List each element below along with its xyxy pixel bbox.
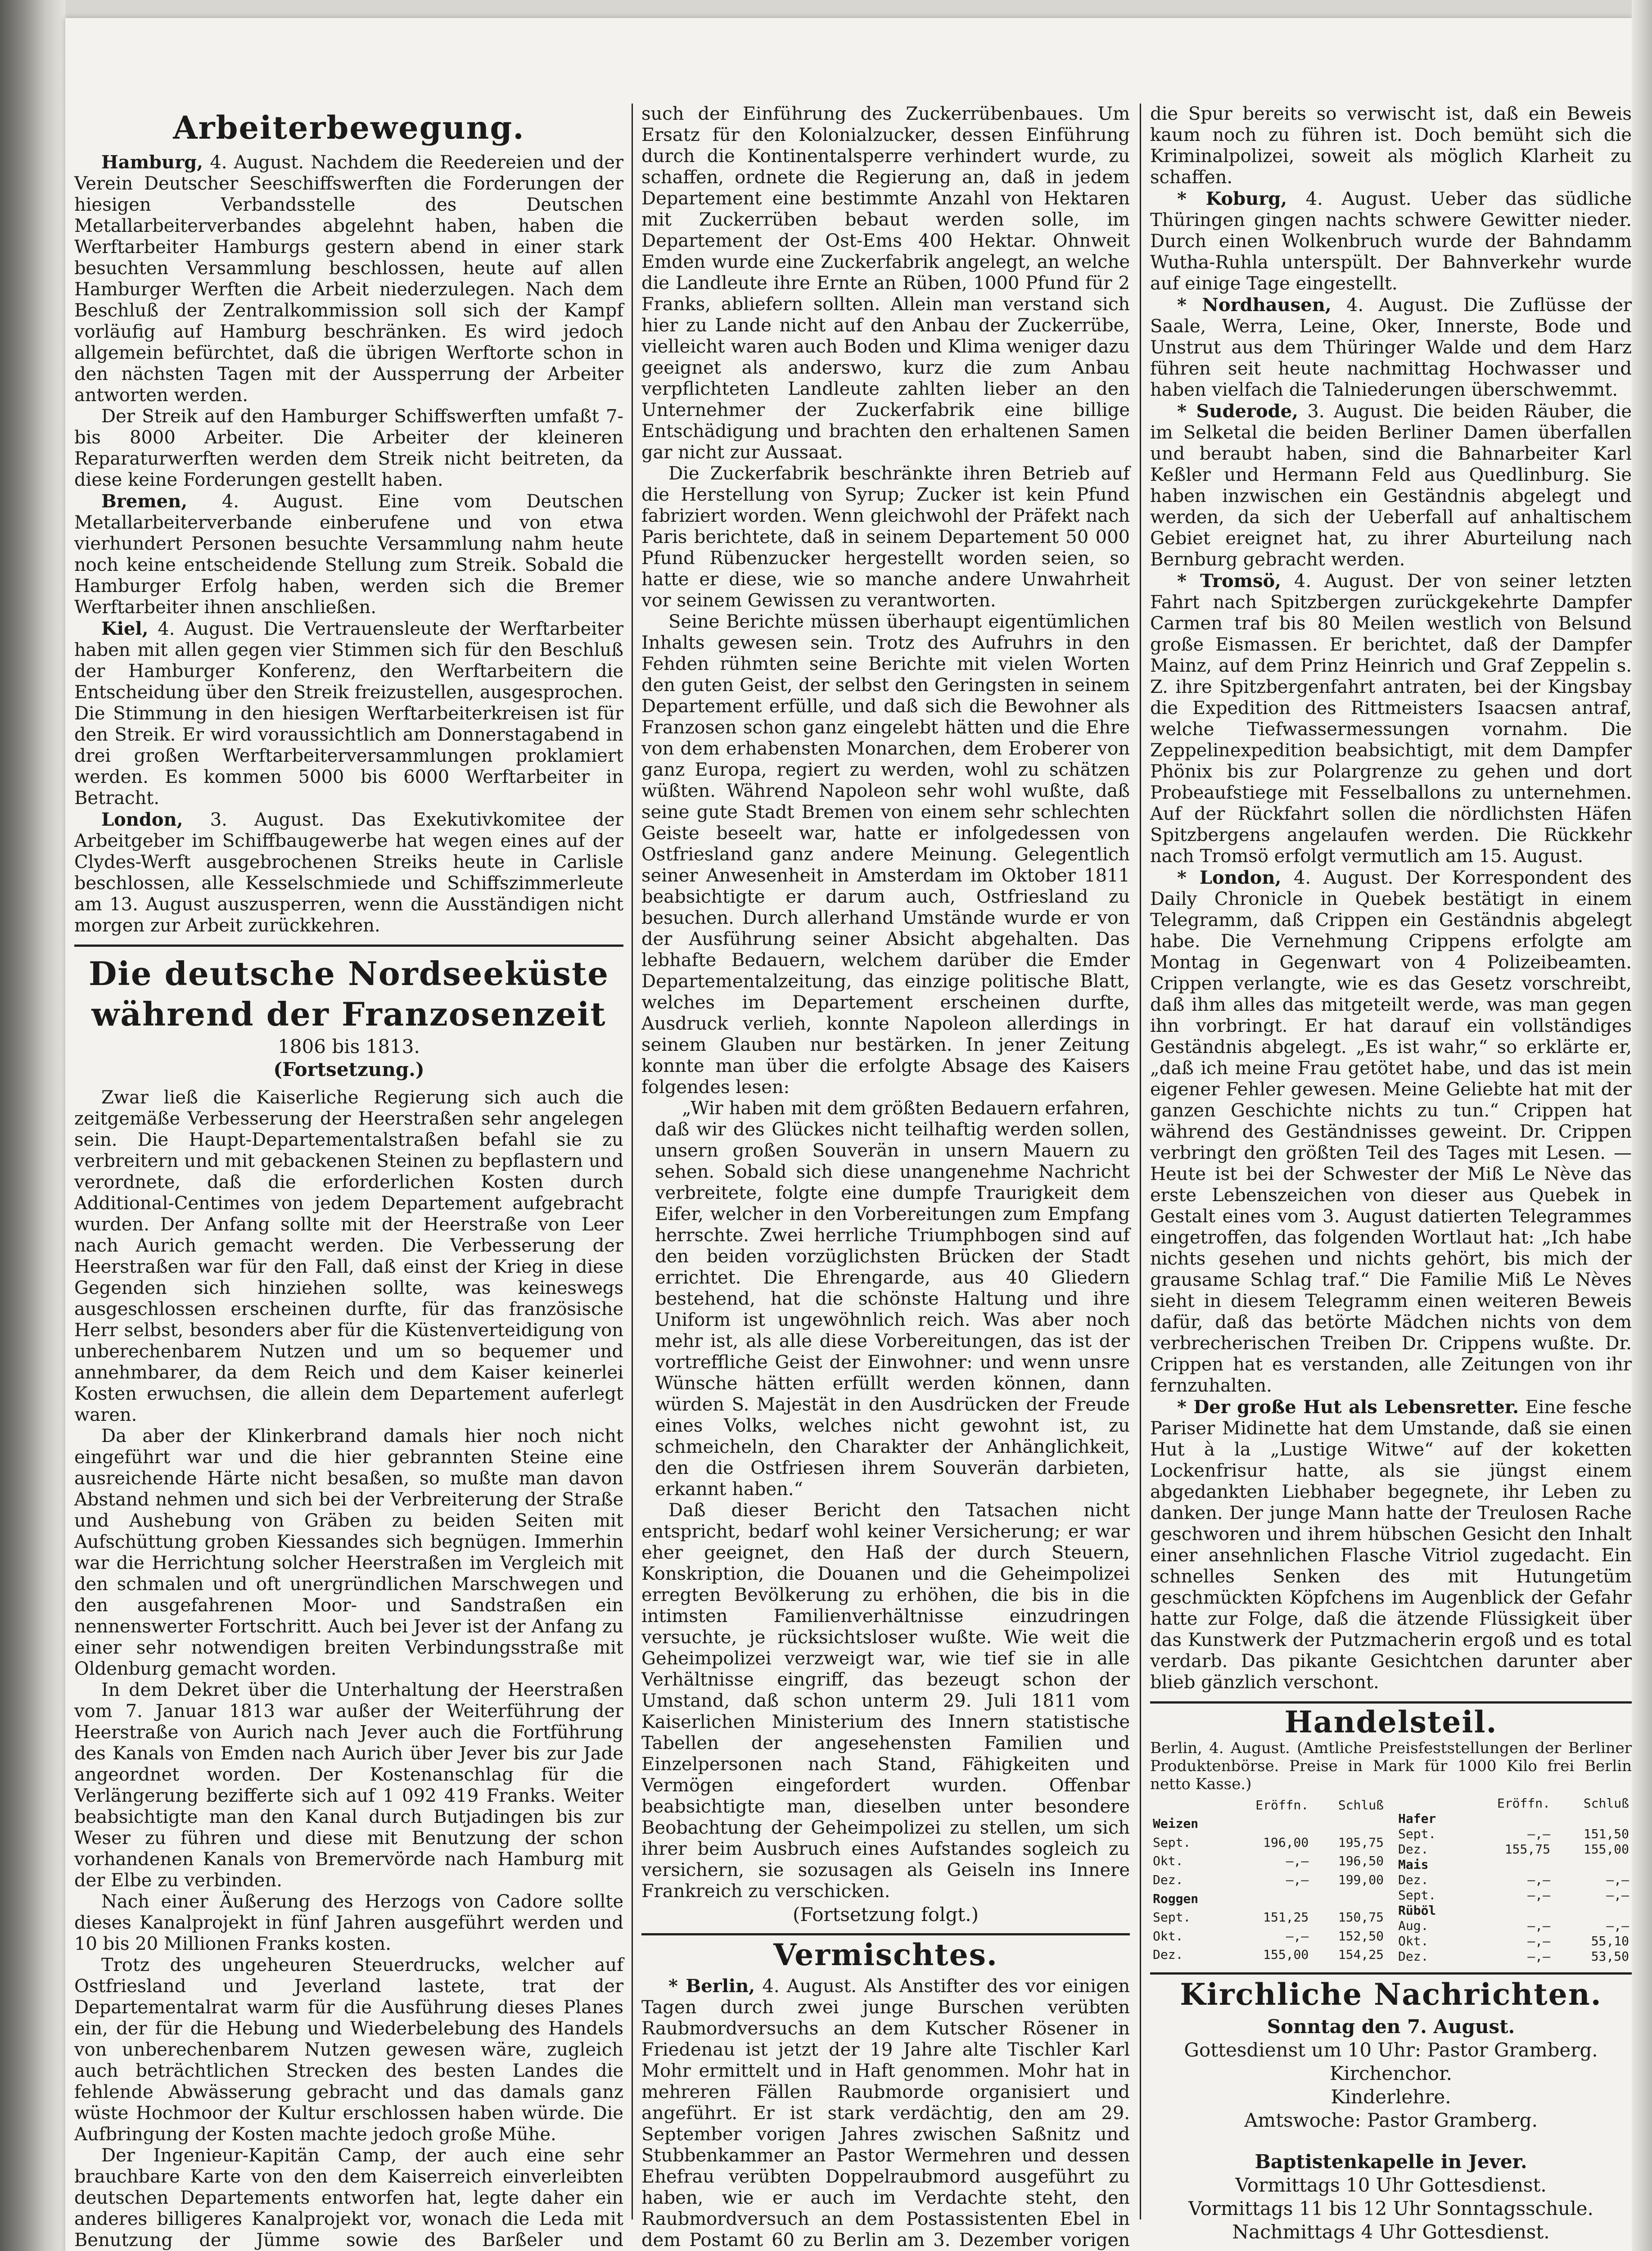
market-label: Dez.: [1398, 1872, 1429, 1887]
market-close: 152,50: [1338, 1928, 1384, 1944]
market-close: 155,00: [1583, 1842, 1629, 1857]
article-paragraph: * Suderode, 3. August. Die beiden Räuber, die im Selketal die beiden Berliner Damen überfallen und beraubt haben, sind die Bahnarbeiter Karl Keßler und Hermann Feld aus Quedlinburg. Sie haben inzwischen ein Geständnis abgelegt und werden, da sich der Ueberfall auf anhaltischem Gebiet ereignet hat, zu ihrer Aburteilung nach Bernburg gebracht werden.: [1150, 401, 1632, 570]
market-label: Weizen: [1153, 1816, 1199, 1831]
market-open: —,—: [1286, 1928, 1309, 1944]
church-line: Amtswoche: Pastor Gramberg.: [1244, 2109, 1538, 2131]
article-paragraph: Da aber der Klinkerbrand damals hier noch nicht eingeführt war und die hier gebrannten Steine eine ausreichende Härte nicht besaßen, so mußte man davon Abstand nehmen und sich bei der Verbreiterung der Straße und Aushebung von Gräben zu beiden Seiten mit Aufschüttung groben Kiessandes sich begnügen. Immerhin war die Herrichtung solcher Heerstraßen im Vergleich mit den schmalen und oft unergründlichen Marschwegen und den ausgefahrenen Moor- und Sandstraßen ein nennenswerter Fortschritt. Auch bei Jever ist der Anfang zu einer sehr notwendigen breiten Verbindungsstraße mit Oldenburg gemacht worden.: [74, 1426, 623, 1679]
market-close: 55,10: [1591, 1934, 1629, 1948]
market-label: Roggen: [1153, 1891, 1199, 1906]
article-paragraph: * Nordhausen, 4. August. Die Zuflüsse der Saale, Werra, Leine, Oker, Innerste, Bode und Unstrut aus dem Thüringer Walde und dem Harz führen seit heute nachmittag Hochwasser und haben vielfach die Talniederungen überschwemmt.: [1150, 294, 1632, 400]
article-paragraph: * Der große Hut als Lebensretter. Eine fesche Pariser Midinette hat dem Umstande, daß sie einen Hut à la „Lustige Witwe“ auf der koketten Lockenfrisur hatte, als sie jüngst einem abgedankten Liebhaber begegnete, ihr Leben zu danken. Der junge Mann hatte der Treulosen Rache geschworen und ihrem hübschen Gesicht den Inhalt einer ansehnlichen Flasche Vitriol zugedacht. Ein schnelles Senken des mit Hutungetüm geschmückten Köpfchens im Augenblick der Gefahr hatte zur Folge, daß die ätzende Flüssigkeit über das Kunstwerk der Putzmacherin ergoß und es total verdarb. Das pikante Gesichtchen darunter aber blieb gänzlich verschont.: [1150, 1397, 1632, 1693]
column-3: [1150, 104, 1632, 2251]
market-open: —,—: [1527, 1872, 1550, 1887]
article-paragraph: Daß dieser Bericht den Tatsachen nicht entspricht, bedarf wohl keiner Versicherung; er war eher geeignet, den Haß der durch Steuern, Konskription, die Douanen und die Geheimpolizei erregten Bevölkerung zu erhöhen, die bis in die intimsten Familienverhältnisse einzudringen versuchte, je rücksichtsloser wußte. Wie weit die Geheimpolizei verzweigt war, wie tief sie in alle Verhältnisse eingriff, das bezeugt schon der Umstand, daß schon unterm 29. Juli 1811 vom Kaiserlichen Ministerium des Innern statistische Tabellen der angesehensten Familien und Einzelpersonen nach Stand, Fähigkeiten und Vermögen eingefordert wurden. Offenbar beabsichtigte man, dieselben unter besondere Beobachtung der Geheimpolizei zu stellen, um sich ihrer beim Ausbruch eines Aufstandes sogleich zu versichern, sie sozusagen als Geiseln ins Innere Frankreich zu verschicken.: [641, 1500, 1130, 1902]
market-close: [1311, 1815, 1386, 1834]
market-open: 155,00: [1263, 1947, 1309, 1962]
article-paragraph: Hamburg, 4. August. Nachdem die Reedereien und der Verein Deutscher Seeschiffswerften die Forderungen der hiesigen Verbandsstelle des Deutschen Metallarbeiterverbandes abgelehnt haben, haben die Werftarbeiter Hamburgs gestern abend in einer stark besuchten Versammlung beschlossen, heute auf allen Hamburger Werften die Arbeit niederzulegen. Nach dem Beschluß der Zentralkommission soll sich der Kampf vorläufig auf Hamburg beschränken. Es wird jedoch allgemein befürchtet, daß die übrigen Werftorte schon in den nächsten Tagen mit der Aussperrung der Arbeiter antworten werden.: [74, 152, 624, 406]
market-table-left: [1150, 1796, 1386, 1964]
article-paragraph: die Spur bereits so verwischt ist, daß ein Beweis kaum noch zu führen ist. Doch bemüht sich die Kriminalpolizei, soweit als möglich Klarheit zu schaffen.: [1150, 104, 1632, 188]
market-close: [1553, 1811, 1632, 1826]
article-paragraph: such der Einführung des Zuckerrübenbaues. Um Ersatz für den Kolonialzucker, dessen Einführung durch die Kontinentalsperre verhindert wurde, zu schaffen, ordnete die Regierung an, daß in jedem Departement eine bestimmte Anzahl von Hektaren mit Zuckerrüben bebaut werden solle, im Departement der Ost-Ems 400 Hektar. Ohnweit Emden wurde eine Zuckerfabrik angelegt, an welche die Landleute ihre Ernte an Rüben, 1000 Pfund für 2 Franks, abliefern sollten. Allein man verstand sich hier zu Lande nicht auf den Anbau der Zuckerrübe, vielleicht waren auch Boden und Klima weniger dazu geeignet als anderswo, kurz die zum Anbau verpflichteten Landleute zahlten lieber an den Unternehmer der Zuckerfabrik eine billige Entschädigung und brachten den erhaltenen Samen gar nicht zur Aussaat.: [641, 104, 1130, 463]
market-row: [1395, 1826, 1632, 1842]
market-label: Okt.: [1398, 1934, 1429, 1948]
market-row: [1150, 1927, 1386, 1946]
market-row: [1150, 1889, 1386, 1908]
market-open: 151,25: [1263, 1910, 1309, 1925]
market-open: —,—: [1286, 1853, 1309, 1869]
feature-continuation: (Fortsetzung.): [273, 1058, 424, 1080]
market-row: [1395, 1903, 1632, 1918]
market-row: [1395, 1857, 1632, 1872]
market-open: [1462, 1811, 1553, 1826]
col-close-label: Schluß: [1338, 1797, 1384, 1813]
section-divider: [641, 1933, 1130, 1935]
church-line: Nachmittags 4 Uhr Gottesdienst.: [1232, 2221, 1550, 2243]
market-open: —,—: [1286, 1872, 1309, 1887]
market-label: Dez.: [1153, 1872, 1183, 1887]
market-close: 199,00: [1338, 1872, 1384, 1887]
church-news: [1150, 1977, 1632, 2251]
market-row: [1150, 1833, 1386, 1852]
section-title-arbeiterbewegung: Arbeiterbewegung.: [173, 109, 525, 146]
market-row: [1395, 1949, 1632, 1964]
column-rule-2: [1140, 104, 1141, 2219]
market-table-right: [1395, 1796, 1632, 1964]
dateline-place: * Suderode,: [1177, 401, 1299, 422]
col-open-label: Eröffn.: [1255, 1797, 1309, 1813]
article-paragraph: In dem Dekret über die Unterhaltung der Heerstraßen vom 7. Januar 1813 war außer der Weiterführung der Heerstraße von Aurich nach Jever auch die Fortführung des Kanals von Emden nach Aurich über Jever bis zur Jade angeordnet worden. Der Kostenanschlag für die Verlängerung bezifferte sich auf 1 092 419 Franks. Weiter beabsichtigte man den Kanal durch Butjadingen bis zur Weser zu führen und diese mit Benutzung der schon vorhandenen Kanals von Bremervörde nach Hamburg mit der Elbe zu verbinden.: [74, 1680, 623, 1891]
article-paragraph: Kiel, 4. August. Die Vertrauensleute der Werftarbeiter haben mit allen gegen vier Stimmen sich für den Beschluß der Hamburger Konferenz, den Werftarbeitern die Entscheidung über den Streik freizustellen, ausgesprochen. Die Stimmung in den hiesigen Werftarbeiterkreisen ist für den Streik. Er wird voraussichtlich am Donnerstagabend in drei großen Werftarbeiterversammlungen proklamiert werden. Es kommen 5000 bis 6000 Werftarbeiter in Betracht.: [74, 618, 623, 809]
market-row: [1395, 1811, 1632, 1826]
dateline-place: * Tromsö,: [1177, 570, 1282, 592]
market-close: 151,50: [1583, 1826, 1629, 1841]
church-heading: Sonntag den 7. August.: [1267, 2016, 1515, 2038]
article-paragraph: Zwar ließ die Kaiserliche Regierung sich auch die zeitgemäße Verbesserung der Heerstraßen sehr angelegen sein. Die Haupt-Departementalstraßen befahl sie zu verbreitern und mit gebackenen Steinen zu bepflastern und verordnete, daß die erforderlichen Kosten durch Additional-Centimes von jedem Departement aufgebracht wurden. Der Anfang sollte mit der Heerstraße von Leer nach Aurich gemacht werden. Die Verbesserung der Heerstraßen war für den Fall, daß einst der Krieg in diese Gegenden sich hinziehen sollte, was keineswegs ausgeschlossen erscheinen durfte, für das französische Herr selbst, besonders aber für die Küstenverteidigung von unberechenbarem Nutzen und um so bequemer und annehmbarer, da dem Reich und dem Kaiser keinerlei Kosten erwuchsen, die allein dem Departement auferlegt waren.: [74, 1087, 623, 1425]
market-row: [1150, 1908, 1386, 1927]
article-paragraph: * Berlin, 4. August. Als Anstifter des vor einigen Tagen durch zwei junge Burschen verübten Raubmordversuchs an dem Kutscher Rösener in Friedenau ist jetzt der 19 Jahre alte Tischler Karl Mohr ermittelt und in Haft genommen. Mohr hat in mehreren Fällen Raubmorde organisiert und angeführt. Er ist stark verdächtig, den am 29. September vorigen Jahres zwischen Saßnitz und Stubbenkammer an Pastor Wermehren und dessen Ehefrau verübten Doppelraubmord ausgeführt zu haben, wie er auch im Verdachte steht, den Raubmordversuch an dem Postassistenten Ebel in dem Postamt 60 zu Berlin am 3. Dezember vorigen: [641, 1975, 1130, 2251]
article-paragraph: Der Ingenieur-Kapitän Camp, der auch eine sehr brauchbare Karte von den dem Kaiserreich einverleibten deutschen Departements entworfen hat, legte daher ein anderes billigeres Kanalprojekt vor, wonach die Leda mit Benutzung der Jümme sowie des Barßeler und: [74, 2145, 623, 2251]
market-row: [1395, 1842, 1632, 1857]
market-label: Rüböl: [1398, 1903, 1436, 1918]
article-paragraph: Bremen, 4. August. Eine vom Deutschen Metallarbeiterverbande einberufene und von etwa vierhundert Personen besuchte Versammlung nahm heute noch keine entscheidende Stellung zum Streik. Sobald die Hamburger Erfolg haben, werden sich die Bremer Werftarbeiter ihnen anschließen.: [74, 491, 624, 618]
market-label: Okt.: [1153, 1928, 1183, 1944]
market-open: —,—: [1527, 1826, 1550, 1841]
market-label: Dez.: [1398, 1949, 1429, 1964]
market-row: [1395, 1872, 1632, 1888]
market-label: Dez.: [1398, 1842, 1429, 1857]
article-paragraph: Nach einer Äußerung des Herzogs von Cadore sollte dieses Kanalprojekt in fünf Jahren ausgeführt werden und 10 bis 20 Millionen Franks kosten.: [74, 1891, 623, 1954]
market-open: [1462, 1857, 1553, 1872]
dateline-place: * Nordhausen,: [1177, 294, 1332, 316]
market-label: Sept.: [1153, 1910, 1191, 1925]
article-quote: „Wir haben mit dem größten Bedauern erfahren, daß wir des Glückes nicht teilhaftig werden sollen, unsern großen Souverän in unsern Mauern zu sehen. Sobald sich diese unangenehme Nachricht verbreitete, folgte eine dumpfe Traurigkeit dem Eifer, welcher in den Vorbereitungen zum Empfang herrschte. Zwei herrliche Triumphbogen sind auf den beiden vorzüglichsten Brücken der Stadt errichtet. Die Ehrengarde, aus 40 Gliedern bestehend, hat die schönste Haltung und ihre Uniform ist ungewöhnlich reich. Was aber noch mehr ist, als alle diese Vorbereitungen, das ist der vortreffliche Geist der Einwohner: und wenn unsre Wünsche hätten erfüllt werden können, dann würden S. Majestät in den Ausdrücken der Freude eines Volks, welches nicht gewohnt ist, zu schmeicheln, den Charakter der Anhänglichkeit, den die Ostfriesen ihrem Souverän darbieten, erkannt haben.“: [655, 1098, 1130, 1500]
section-divider: [1150, 1972, 1632, 1975]
market-row: [1395, 1918, 1632, 1934]
section-divider: [1150, 1701, 1632, 1704]
market-label: Sept.: [1153, 1835, 1191, 1850]
church-line: Gottesdienst um 10 Uhr: Pastor Gramberg.: [1184, 2039, 1598, 2061]
book-spine-shadow: [0, 0, 65, 2251]
section-title-vermischtes: Vermischtes.: [773, 1937, 998, 1972]
market-open: 196,00: [1263, 1835, 1309, 1850]
market-label: Mais: [1398, 1857, 1429, 1872]
section-title-kirchliche-nachrichten: Kirchliche Nachrichten.: [1180, 1977, 1602, 2012]
dateline-place: * Koburg,: [1177, 188, 1287, 209]
market-open: —,—: [1527, 1934, 1550, 1948]
market-open: —,—: [1527, 1918, 1550, 1933]
dateline-place: Hamburg,: [101, 152, 203, 173]
article-paragraph: Der Streik auf den Hamburger Schiffswerften umfaßt 7- bis 8000 Arbeiter. Die Arbeiter der kleineren Reparaturwerften werden dem Streik nicht beitreten, da diese keine Forderungen gestellt haben.: [74, 406, 623, 490]
column-rule-1: [632, 104, 633, 2219]
market-open: —,—: [1527, 1949, 1550, 1964]
column-1: [74, 104, 623, 2251]
market-open: 155,75: [1504, 1842, 1550, 1857]
market-close: 53,50: [1591, 1949, 1629, 1964]
market-open: —,—: [1527, 1888, 1550, 1903]
market-label: Sept.: [1398, 1826, 1436, 1841]
church-line: Kinderlehre.: [1331, 2086, 1451, 2108]
article-paragraph: Die Zuckerfabrik beschränkte ihren Betrieb auf die Herstellung von Syrup; Zucker ist kein Pfund fabriziert worden. Wenn gleichwohl der Präfekt nach Paris berichtete, daß in seinem Departement 50 000 Pfund Rübenzucker hergestellt worden seien, so hatte er diese, wie so manche andere Unwahrheit vor seinem Gewissen zu verantworten.: [641, 463, 1130, 611]
market-header: Berlin, 4. August. (Amtliche Preisfeststellungen der Berliner Produktenbörse. Preise in Mark für 1000 Kilo frei Berlin netto Kasse.): [1150, 1739, 1632, 1793]
market-close: [1553, 1857, 1632, 1872]
article-paragraph: Trotz des ungeheuren Steuerdrucks, welcher auf Ostfriesland und Jeverland lastete, trat der Departementalrat warm für die Ausführung dieses Planes ein, der für die Hebung und Wiederbelebung des Handels von unberechenbarem Nutzen gewesen wäre, zugleich auch beträchtlichen Strecken des besten Landes die fehlende Abwässerung gebracht und das damals ganz wüste Hochmoor der Kultur erschlossen haben würde. Die Aufbringung der Kosten machte jedoch große Mühe.: [74, 1955, 623, 2145]
market-row: [1150, 1815, 1386, 1834]
market-close: —,—: [1606, 1918, 1629, 1933]
church-line: Vormittags 11 bis 12 Uhr Sonntagsschule.: [1188, 2197, 1593, 2219]
market-label: Okt.: [1153, 1853, 1183, 1869]
col-close-label: Schluß: [1583, 1796, 1629, 1811]
dateline-place: Kiel,: [101, 618, 149, 639]
feature-years: 1806 bis 1813.: [278, 1035, 420, 1058]
dateline-place: * London,: [1177, 867, 1282, 888]
market-open: [1462, 1903, 1553, 1918]
market-close: —,—: [1606, 1888, 1629, 1903]
market-close: —,—: [1606, 1872, 1629, 1887]
market-label: Sept.: [1398, 1888, 1436, 1903]
dateline-place: * Der große Hut als Lebensretter.: [1177, 1397, 1519, 1418]
column-2: [641, 104, 1130, 2251]
market-row: [1150, 1871, 1386, 1889]
feature-title-line-2: während der Franzosenzeit: [91, 995, 606, 1033]
market-row: [1150, 1852, 1386, 1871]
dateline-place: Bremen,: [101, 491, 188, 512]
market-row: [1150, 1945, 1386, 1964]
article-paragraph: * London, 4. August. Der Korrespondent des Daily Chronicle in Quebek bestätigt in einem Telegramm, daß Crippen ein Geständnis abgelegt habe. Die Vernehmung Crippens erfolgte am Montag in Gegenwart von 4 Polizeibeamten. Crippen verlangte, wie es das Gesetz vorschreibt, daß ihm alles das mitgeteilt werde, was man gegen ihn vorbringt. Er hat darauf ein vollständiges Geständnis abgelegt. „Es ist wahr,“ so erklärte er, „daß ich meine Frau getötet habe, und das ist mein eigener Fehler gewesen. Meine Geliebte hat mit der ganzen Geschichte nichts zu tun.“ Crippen hat während des Geständnisses geweint. Dr. Crippen verbringt den größten Teil des Tages mit Lesen. — Heute ist bei der Schwester der Miß Le Nève das erste Lebenszeichen von dieser aus Quebek in Gestalt eines vom 3. August datierten Telegrammes eingetroffen, das folgenden Wortlaut hat: „Ich habe nichts gesehen und nichts gehört, bis mich der grausame Schlag traf.“ Die Familie Miß Le Nèves sieht in diesem Telegramm einen weiteren Beweis dafür, daß das betörte Mädchen nichts von dem verbrecherischen Treiben Dr. Crippens wußte. Dr. Crippen hat es verstanden, alle Zeitungen von ihr fernzuhalten.: [1150, 867, 1632, 1396]
church-line: Vormittags 10 Uhr Gottesdienst.: [1235, 2174, 1547, 2196]
market-close: [1311, 1889, 1386, 1908]
market-open: [1225, 1815, 1312, 1834]
to-be-continued: (Fortsetzung folgt.): [793, 1903, 979, 1926]
market-close: 195,75: [1338, 1835, 1384, 1850]
dateline-place: * Berlin,: [668, 1975, 755, 1997]
article-paragraph: Seine Berichte müssen überhaupt eigentümlichen Inhalts gewesen sein. Trotz des Aufruhrs in den Fehden rühmten seine Berichte mit vielen Worten den guten Geist, der selbst den Geringsten in seinem Departement erfülle, und daß sich die Bewohner als Franzosen schon ganz eingelebt hätten und die Ehre von dem erhabensten Monarchen, dem Eroberer von ganz Europa, regiert zu werden, wohl zu schätzen wüßten. Während Napoleon sehr wohl wußte, daß seine gute Stadt Bremen von einem sehr schlechten Geiste beseelt war, hatte er infolgedessen von Ostfriesland ganz andere Meinung. Gelegentlich seiner Anwesenheit in Amsterdam im Oktober 1811 beabsichtigte er darum auch, Ostfriesland zu besuchen. Durch allerhand Umstände wurde er von der Ausführung seiner Absicht abgehalten. Das lebhafte Bedauern, welchem darüber die Emder Departementalzeitung, das einzige politische Blatt, welches im Departement erscheinen durfte, Ausdruck verlieh, konnte Napoleon allerdings in seinem Glauben nur bestärken. In jener Zeitung konnte man über die erfolgte Absage des Kaisers folgendes lesen:: [641, 611, 1130, 1098]
market-label: Aug.: [1398, 1918, 1429, 1933]
market-label: Dez.: [1153, 1947, 1183, 1962]
article-paragraph: * Koburg, 4. August. Ueber das südliche Thüringen gingen nachts schwere Gewitter nieder. Durch einen Wolkenbruch wurde der Bahndamm Wutha-Ruhla unterspült. Der Bahnverkehr wurde auf einige Tage eingestellt.: [1150, 188, 1632, 294]
market-close: 196,50: [1338, 1853, 1384, 1869]
market-close: 154,25: [1338, 1947, 1384, 1962]
section-title-handelsteil: Handelsteil.: [1284, 1704, 1498, 1740]
market-close: [1553, 1903, 1632, 1918]
market-row: [1395, 1888, 1632, 1903]
market-tables: [1150, 1796, 1632, 1964]
market-label: Hafer: [1398, 1811, 1436, 1826]
market-open: [1225, 1889, 1312, 1908]
col-open-label: Eröffn.: [1497, 1796, 1550, 1811]
page-edge: [1632, 0, 1652, 2251]
church-line: Kirchenchor.: [1329, 2062, 1453, 2084]
dateline-place: London,: [101, 809, 183, 830]
feature-title-line-1: Die deutsche Nordseeküste: [88, 954, 609, 993]
article-paragraph: London, 3. August. Das Exekutivkomitee der Arbeitgeber im Schiffbaugewerbe hat wegen eines auf der Clydes-Werft ausgebrochenen Streiks heute in Carlisle beschlossen, alle Kesselschmiede und Schiffszimmerleute am 13. August auszusperren, wenn die Ausständigen nicht morgen zur Arbeit zurückkehren.: [74, 809, 623, 936]
church-heading: Baptistenkapelle in Jever.: [1255, 2151, 1527, 2173]
section-divider: [74, 945, 623, 947]
article-paragraph: * Tromsö, 4. August. Der von seiner letzten Fahrt nach Spitzbergen zurückgekehrte Dampfer Carmen traf bis 80 Meilen westlich von Belsund große Eismassen. Er berichtet, daß der Dampfer Mainz, auf dem Prinz Heinrich und Graf Zeppelin s. Z. ihre Spitzbergenfahrt antraten, bei der Kingsbay die Expedition des Rittmeisters Isaacsen antraf, welche Tiefwassermessungen vornahm. Die Zeppelinexpedition beabsichtigt, mit dem Dampfer Phönix bis zur Polargrenze zu gehen und dort Probeaufstiege mit Fesselballons zu unternehmen. Auf der Rückfahrt sollen die nördlichsten Häfen Spitzbergens angelaufen werden. Die Rückkehr nach Tromsö erfolgt vermutlich am 15. August.: [1150, 570, 1632, 867]
market-close: 150,75: [1338, 1910, 1384, 1925]
market-row: [1395, 1934, 1632, 1949]
